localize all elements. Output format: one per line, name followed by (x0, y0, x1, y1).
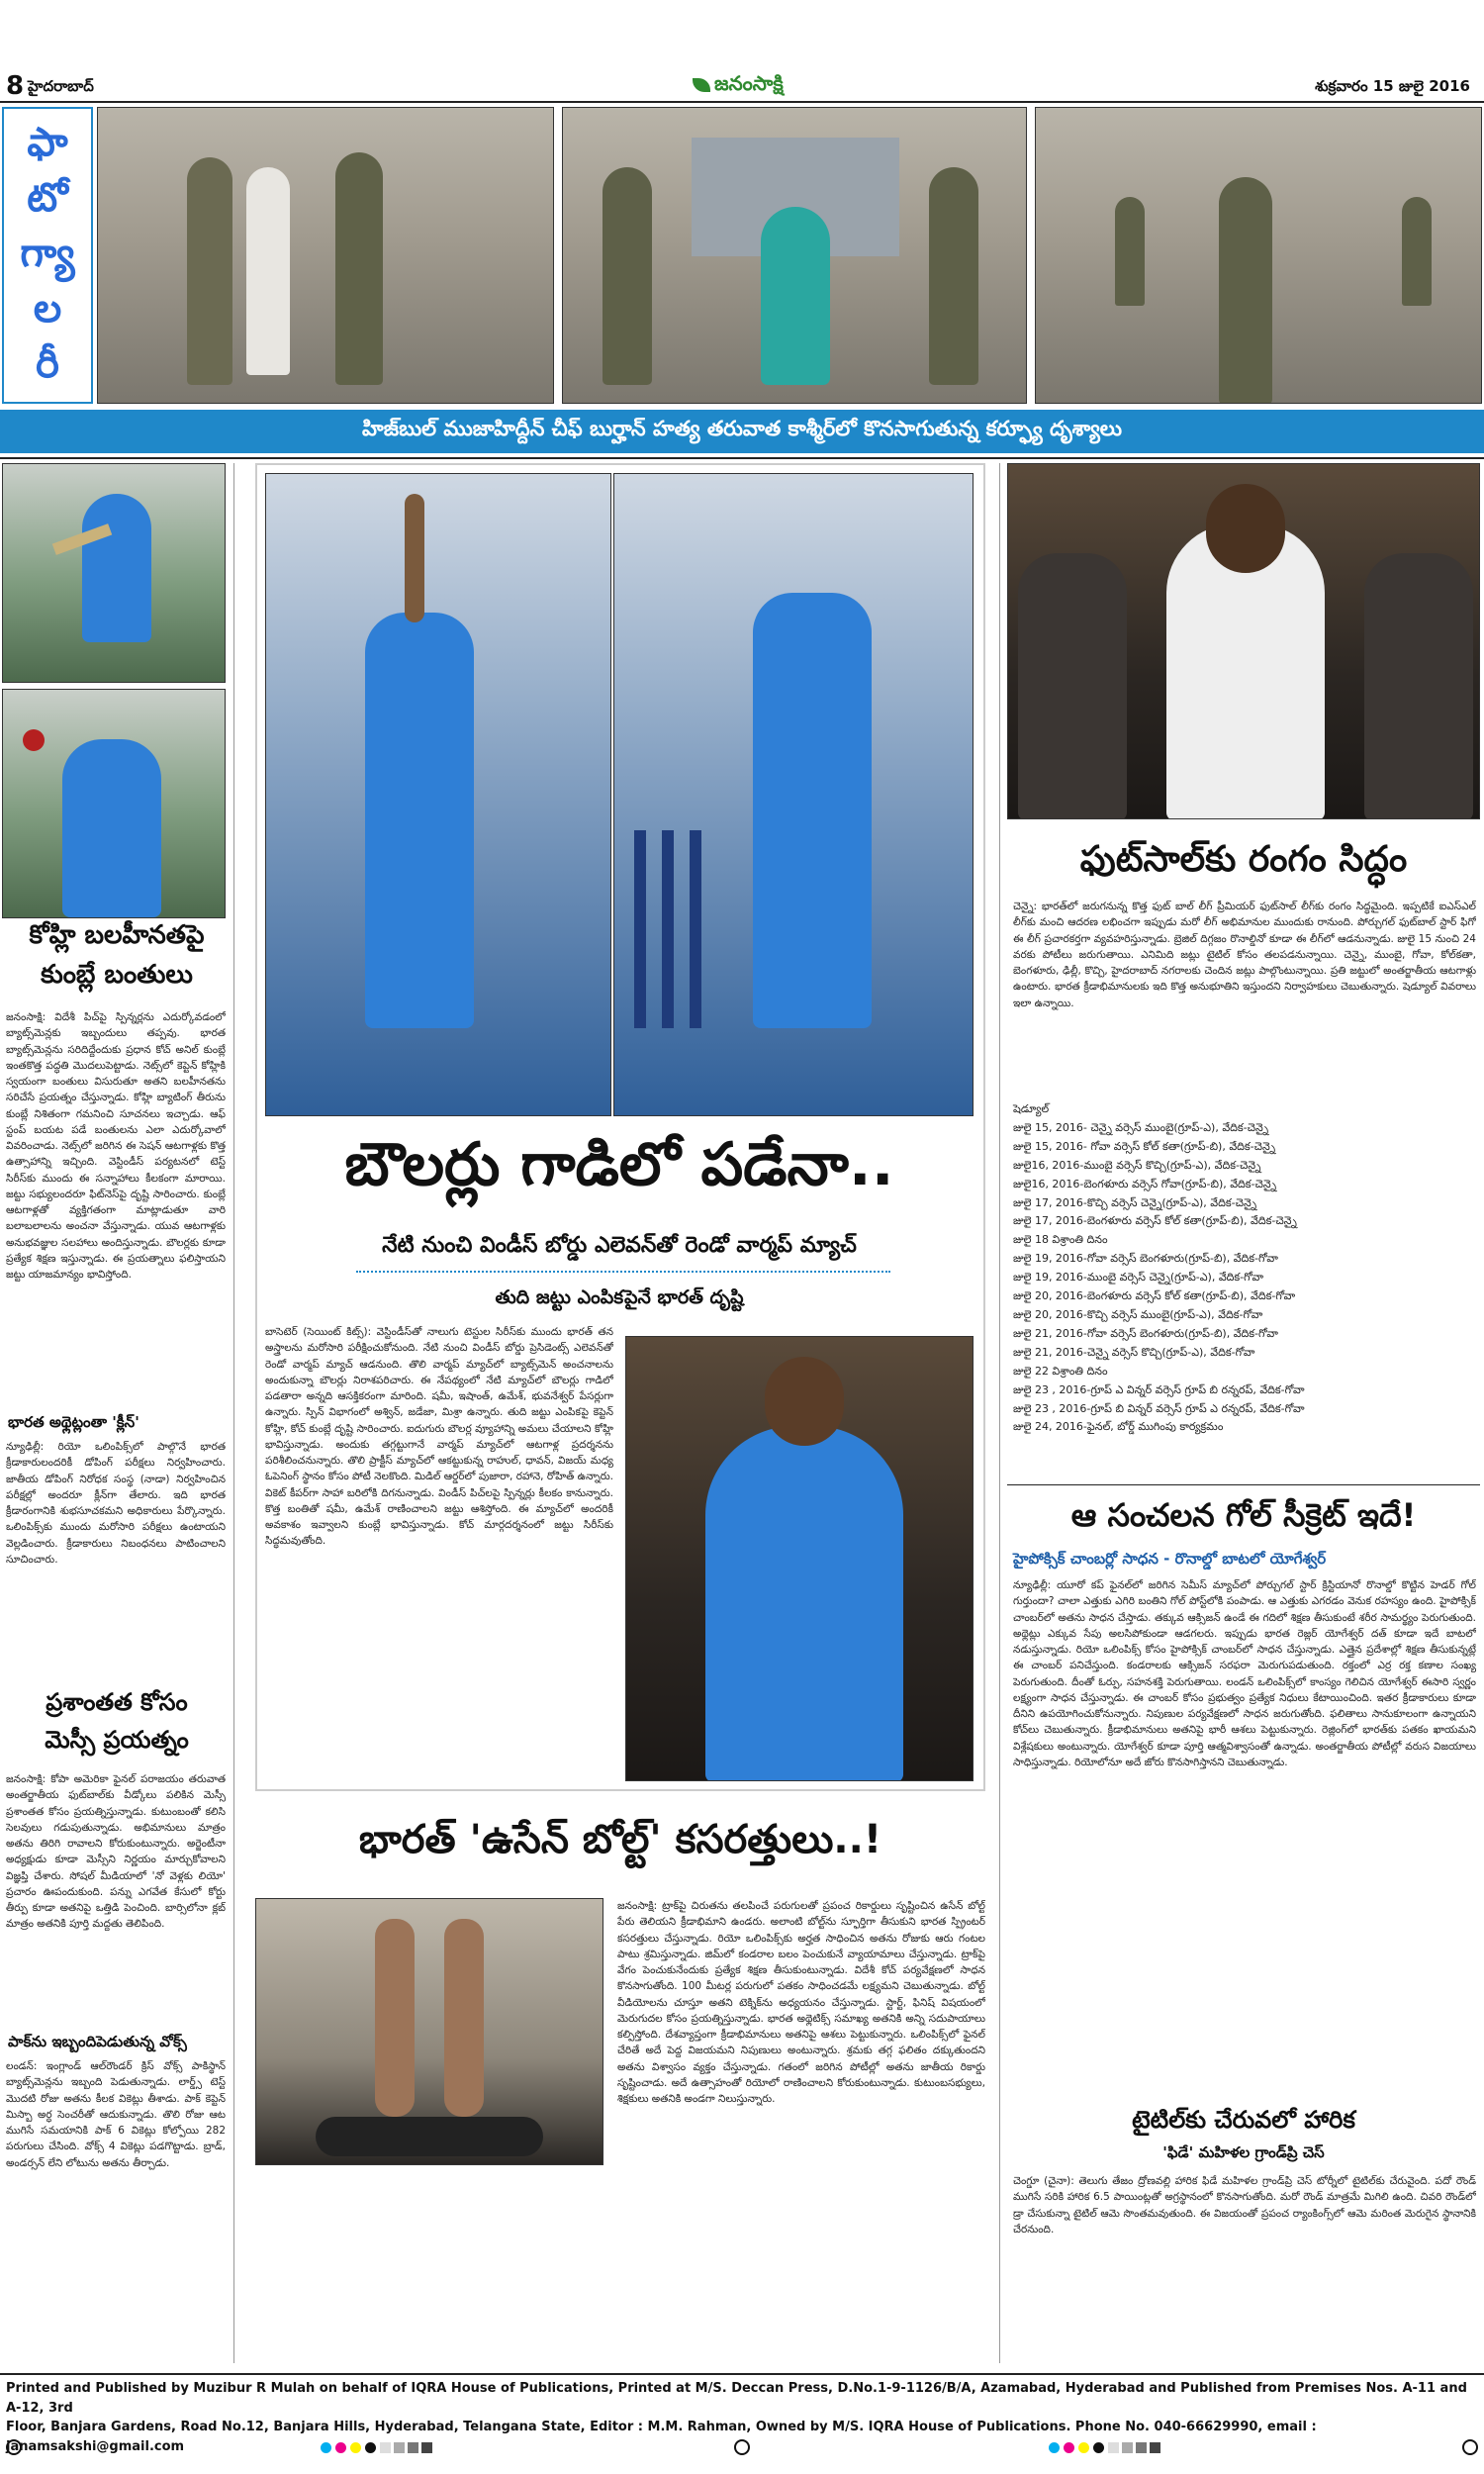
swatch-icon (1064, 2442, 1074, 2453)
messi-headline-line1: ప్రశాంతత కోసం (46, 1688, 188, 1716)
schedule-row: జులై 18 విశ్రాంతి దినం (1013, 1233, 1108, 1247)
bolt-headline: భారత్ 'ఉసేన్ బోల్ట్' కసరత్తులు..! (358, 1817, 882, 1862)
kohli-body: జనంసాక్షి: విదేశీ పిచ్‌పై స్పిన్నర్లను ఎదుర్కోవడంలో బ్యాట్స్‌మెన్లకు ఇబ్బందులు తప్పవు. భారత బ్యాట్స్‌మెన్లను సరిదిద్దేందుకు ప్రధాన కోచ్ అనిల్ కుంబ్లే ఇంతకొత్త పద్ధతి మొదలుపెట్టాడు. నెట్స్‌లో కెప్టెన్ కోహ్లికి స్వయంగా బంతులు విసురుతూ అతని బలహీనతను సరిచేసే ప్రయత్నం చేస్తున్నాడు. కోహ్లి బ్యాటింగ్ తీరును కుంబ్లే నిశితంగా గమనించి సూచనలు ఇచ్చాడు. ఆఫ్ స్టంప్ బయట పడే బంతులను ఎలా ఎదుర్కోవాలో వివరించాడు. నెట్స్‌లో జరిగిన ఈ సెషన్ ఆటగాళ్లకు కొత్త ఉత్సాహాన్ని ఇచ్చింది. వెస్టిండీస్ పర్యటనలో టెస్ట్ సిరీస్‌కు ముందు ఈ సన్నాహాలు కీలకంగా మారాయి. జట్టు సభ్యులందరూ ఫిట్‌నెస్‌పై దృష్టి సారించారు. కుంబ్లే ఆటగాళ్లతో వ్యక్తిగతంగా మాట్లాడుతూ వారి బలాబలాలను అంచనా వేస్తున్నాడు. యువ ఆటగాళ్లకు అనుభవజ్ఞుల సలహాలు అందిస్తున్నాడు. బౌలర్లకు కూడా ప్రత్యేక శిక్షణ ఇస్తున్నాడు. ఈ ప్రయత్నాలు ఫలిస్తాయని జట్టు యాజమాన్యం భావిస్తోంది. (6, 1011, 226, 1282)
dope-body: న్యూఢిల్లీ: రియో ఒలింపిక్స్‌లో పాల్గొనే భారత క్రీడాకారులందరికీ డోపింగ్ పరీక్షలు నిర్వహించారు. జాతీయ డోపింగ్ నిరోధక సంస్థ (నాడా) నిర్వహించిన పరీక్షల్లో అందరూ క్లీన్‌గా తేలారు. ఇది భారత క్రీడారంగానికి శుభసూచకమని అధికారులు పేర్కొన్నారు. ఒలింపిక్స్‌కు ముందు మరోసారి పరీక్షలు ఉంటాయని వెల్లడించారు. క్రీడాకారులు నిబంధనలు పాటించాలని సూచించారు. (6, 1441, 226, 1566)
registration-mark-icon (734, 2439, 750, 2455)
gallery-letter-4: ల (33, 286, 62, 332)
coach-figure (62, 739, 161, 917)
futsal-body: చెన్నై: భారత్‌లో జరుగనున్న కొత్త ఫుట్ బాల్ లీగ్ ప్రీమియర్ ఫుట్‌సాల్ లీగ్‌కు రంగం సిద్ధమైంది. ఇప్పటికే ఐఎస్‌ఎల్ లీగ్‌కు మంచి ఆదరణ లభించగా ఇప్పుడు మరో లీగ్ అభిమానుల ముందుకు రానుంది. పోర్చుగల్ ఫుట్‌బాల్ స్టార్ ఫిగో ఈ లీగ్ ప్రచారకర్తగా వ్యవహరిస్తున్నాడు. బ్రెజిల్ దిగ్గజం రొనాల్డినో కూడా ఈ లీగ్‌లో ఆడనున్నాడు. జులై 15 నుంచి 24 వరకు పోటీలు జరుగుతాయి. ఎనిమిది జట్లు టైటిల్ కోసం తలపడనున్నాయి. చెన్నై, ముంబై, గోవా, కోల్‌కతా, బెంగళూరు, ఢిల్లీ, కొచ్చి, హైదరాబాద్ నగరాలకు చెందిన జట్లు పాల్గొంటున్నాయి. ప్రతి జట్టులో అంతర్జాతీయ ఆటగాళ్లు ఉంటారు. భారత క్రీడాభిమానులకు ఇది కొత్త అనుభూతిని ఇస్తుందని నిర్వాహకులు చెబుతున్నారు. షెడ్యూల్ వివరాలు ఇలా ఉన్నాయి. (1013, 901, 1476, 1009)
swatch-icon (1093, 2442, 1104, 2453)
schedule-row: జులై 17, 2016-బెంగళూరు వర్సెస్ కోల్ కతా(గ్రూప్-బి), వేదిక-చెన్నై (1013, 1214, 1297, 1228)
gallery-letter-1: ఫా (27, 120, 68, 165)
ball-shape (23, 729, 45, 751)
futsal-schedule (1013, 1100, 1476, 1437)
soldier-figure (603, 167, 652, 385)
schedule-row: జులై 20, 2016-కొచ్చి వర్సెస్ ముంబై(గ్రూప్-ఎ), వేదిక-గోవా (1013, 1307, 1263, 1321)
imprint-line-2: Floor, Banjara Gardens, Road No.12, Banjara Hills, Hyderabad, Telangana State, Editor : M.M. Rahman, Owned by M/S. IQRA House of Publications. Phone No. 040-66629990, email : janamsakshi@gmail.com (6, 2420, 1317, 2454)
player-head (765, 1357, 844, 1446)
schedule-row: జులై 17, 2016-కొచ్చి వర్సెస్ చెన్నై(గ్రూప్-ఎ), వేదిక-చెన్నై (1013, 1195, 1257, 1209)
messi-headline-line2: మెస్సీ ప్రయత్నం (45, 1726, 189, 1754)
swatch-icon (350, 2442, 361, 2453)
tint-bar-icon (1122, 2442, 1133, 2453)
registration-mark-icon (1462, 2439, 1478, 2455)
bowlers-subhead: నేటి నుంచి విండీస్ బోర్డు ఎలెవన్‌తో రెండో వార్మప్ మ్యాచ్ (382, 1233, 857, 1258)
kohli-nets-photo (2, 463, 226, 683)
raised-arm (405, 494, 424, 622)
schedule-row: జులై 23 , 2016-గ్రూప్ బి విన్నర్ వర్సెస్ గ్రూప్ ఎ రన్నరప్, వేదిక-గోవా (1013, 1401, 1305, 1415)
schedule-row: జులై 15, 2016- గోవా వర్సెస్ కోల్ కతా(గ్రూప్-బి), వేదిక-చెన్నై (1013, 1139, 1276, 1153)
registration-mark-icon (6, 2439, 22, 2455)
schedule-row: జులై 20, 2016-బెంగళూరు వర్సెస్ కోల్ కతా(గ్రూప్-బి), వేదిక-గోవా (1013, 1289, 1296, 1303)
chess-headline: టైటిల్‌కు చేరువలో హారిక (1132, 2106, 1355, 2134)
weight-plate (316, 2117, 543, 2156)
bolt-body: జనంసాక్షి: ట్రాక్‌పై చిరుతను తలపించే పరుగులతో ప్రపంచ రికార్డులు సృష్టించిన ఉసేన్ బోల్ట్ పేరు తెలియని క్రీడాభిమాని ఉండరు. అలాంటి బోల్ట్‌ను స్ఫూర్తిగా తీసుకుని భారత స్ప్రింటర్ కసరత్తులు చేస్తున్నాడు. రియో ఒలింపిక్స్‌కు అర్హత సాధించిన అతను రోజుకు ఆరు గంటల పాటు శ్రమిస్తున్నాడు. జిమ్‌లో కండరాల బలం పెంచుకునే వ్యాయామాలు చేస్తున్నాడు. ట్రాక్‌పై వేగం పెంచుకునేందుకు ప్రత్యేక శిక్షణ తీసుకుంటున్నాడు. విదేశీ కోచ్ పర్యవేక్షణలో సాధన కొనసాగుతోంది. 100 మీటర్ల పరుగులో పతకం సాధించడమే లక్ష్యమని చెబుతున్నాడు. బోల్ట్ వీడియోలను చూస్తూ అతని టెక్నిక్‌ను అధ్యయనం చేస్తున్నాడు. స్టార్ట్, ఫినిష్ విషయంలో మెరుగుదల కోసం ప్రయత్నిస్తున్నాడు. భారత అథ్లెటిక్స్ సమాఖ్య అతనికి అన్ని సదుపాయాలు కల్పిస్తోంది. దేశవ్యాప్తంగా క్రీడాభిమానులు అతనిపై ఆశలు పెట్టుకున్నారు. ఒలింపిక్స్‌లో ఫైనల్ చేరితే అదే పెద్ద విజయమని నిపుణులు అంటున్నారు. శ్రమకు తగ్గ ఫలితం దక్కుతుందని అతను విశ్వాసం వ్యక్తం చేస్తున్నాడు. గతంలో జరిగిన పోటీల్లో అతను జాతీయ రికార్డు సృష్టించాడు. అదే ఉత్సాహంతో రియోలో రాణించాలని కోరుకుంటున్నాడు. కుటుంబసభ్యులు, శిక్షకులు అతనికి అండగా నిలుస్తున్నారు. (617, 1900, 985, 2106)
leaf-icon (693, 78, 710, 92)
bowler-figure (753, 593, 872, 1028)
bowlers-body: బాసెటెర్ (సెయింట్ కిట్స్): వెస్టిండీస్‌తో నాలుగు టెస్టుల సిరీస్‌కు ముందు భారత్ తన అస్త్రాలను మరోసారి పరీక్షించుకోనుంది. నేటి నుంచి విండీస్ బోర్డు ప్రెసిడెంట్స్ ఎలెవన్‌తో రెండో వార్మప్ మ్యాచ్ ఆడనుంది. తొలి వార్మప్ మ్యాచ్‌లో బ్యాట్స్‌మెన్ అంచనాలను అందుకున్నా బౌలర్లు నిరాశపరిచారు. ఈ నేపథ్యంలో నేటి మ్యాచ్‌లో బౌలర్లు గాడిలో పడతారా అన్నది ఆసక్తికరంగా మారింది. షమీ, ఇషాంత్, ఉమేశ్, భువనేశ్వర్ పేసర్లుగా ఉన్నారు. స్పిన్ విభాగంలో అశ్విన్, జడేజా, మిశ్రా ఉన్నారు. తుది జట్టు ఎంపికపై కెప్టెన్ కోహ్లి, కోచ్ కుంబ్లే దృష్టి సారించారు. ఐదుగురు బౌలర్ల వ్యూహాన్ని అమలు చేయాలని కోహ్లి భావిస్తున్నాడు. అందుకు తగ్గట్టుగానే వార్మప్ మ్యాచ్‌లో ఆటగాళ్ల ప్రదర్శనను పరిశీలించనున్నారు. తొలి ప్రాక్టీస్ మ్యాచ్‌లో ఆకట్టుకున్న రాహుల్, ధావన్, విజయ్ మధ్య ఓపెనింగ్ స్థానం కోసం పోటీ నెలకొంది. మిడిల్ ఆర్డర్‌లో పుజారా, రహానె, రోహిత్ ఉన్నారు. వికెట్ కీపర్‌గా సాహా బరిలోకి దిగనున్నాడు. విండీస్ పిచ్‌లపై స్పిన్నర్లు కీలకం కానున్నారు. కొత్త బంతితో షమీ, ఉమేశ్ రాణించాలని జట్టు ఆశిస్తోంది. ఈ మ్యాచ్‌లో అందరికీ అవకాశం ఇవ్వాలని కుంబ్లే భావిస్తున్నాడు. కోచ్ మార్గదర్శనంలో జట్టు సిరీస్‌కు సిద్ధమవుతోంది. (265, 1326, 613, 1548)
swatch-icon (365, 2442, 376, 2453)
color-registration-strip (0, 2436, 1484, 2458)
bowlers-kicker: తుది జట్టు ఎంపికపైనే భారత్ దృష్టి (495, 1286, 744, 1308)
vokes-headline: పాక్‌ను ఇబ్బందిపెడుతున్న వోక్స్ (8, 2033, 187, 2050)
page-number: 8 (6, 71, 25, 101)
paper-logo (693, 69, 784, 101)
crowd-figure (1018, 553, 1127, 819)
schedule-row: జులై 24, 2016-ఫైనల్, బోర్డ్ ముగింపు కార్యక్రమం (1013, 1420, 1224, 1434)
crowd-figure (1364, 553, 1473, 819)
scooter-rider-figure (761, 207, 830, 385)
umesh-photo (625, 1336, 974, 1781)
soldier-figure (1219, 177, 1272, 404)
gallery-rule (0, 457, 1484, 459)
player-head (1206, 484, 1285, 573)
masthead-city: హైదరాబాద్ (28, 77, 94, 95)
tint-bar-icon (394, 2442, 405, 2453)
gallery-photo-2 (562, 107, 1027, 404)
kumble-bowling-photo (2, 689, 226, 918)
vokes-body: లండన్: ఇంగ్లాండ్ ఆల్‌రౌండర్ క్రిస్ వోక్స్ పాకిస్థాన్ బ్యాట్స్‌మెన్లను ఇబ్బంది పెడుతున్నాడు. లార్డ్స్ టెస్ట్ మొదటి రోజు అతను కీలక వికెట్లు తీశాడు. పాక్ కెప్టెన్ మిస్బా అర్ధ సెంచరీతో ఆదుకున్నాడు. తొలి రోజు ఆట ముగిసే సమయానికి పాక్ 6 వికెట్లు కోల్పోయి 282 పరుగులు చేసింది. వోక్స్ 4 వికెట్లు పడగొట్టాడు. బ్రాడ్, అండర్సన్ లేని లోటును అతను తీర్చాడు. (6, 2060, 226, 2169)
tint-bar-icon (408, 2442, 418, 2453)
stumps-shape (634, 830, 703, 1028)
tint-bar-icon (1150, 2442, 1160, 2453)
schedule-row: జులై 22 విశ్రాంతి దినం (1013, 1364, 1108, 1378)
chess-body: చెంగ్డూ (చైనా): తెలుగు తేజం ద్రోణవల్లి హారిక ఫిడే మహిళల గ్రాండ్‌ప్రి చెస్ టోర్నీలో టైటిల్‌కు చేరువైంది. పదో రౌండ్ ముగిసే సరికి హారిక 6.5 పాయింట్లతో అగ్రస్థానంలో కొనసాగుతోంది. మరో రౌండ్ మాత్రమే మిగిలి ఉంది. చివరి రౌండ్‌లో డ్రా చేసుకున్నా టైటిల్ ఆమె సొంతమవుతుంది. ఈ విజయంతో ప్రపంచ ర్యాంకింగ్స్‌లో ఆమె మరింత మెరుగైన స్థానానికి చేరనుంది. (1013, 2175, 1476, 2236)
ronaldo-body: న్యూఢిల్లీ: యూరో కప్ ఫైనల్‌లో జరిగిన సెమీస్ మ్యాచ్‌లో పోర్చుగల్ స్టార్ క్రిస్టియానో రొనాల్డో కొట్టిన హెడర్ గోల్ గుర్తుందా? చాలా ఎత్తుకు ఎగిరి బంతిని గోల్ పోస్ట్‌లోకి పంపాడు. ఆ ఎత్తుకు ఎగరడం వెనుక రహస్యం ఉంది. హైపోక్సిక్ చాంబర్‌లో అతను సాధన చేస్తాడు. తక్కువ ఆక్సిజన్ ఉండే ఈ గదిలో శిక్షణ తీసుకుంటే శరీర సామర్థ్యం పెరుగుతుంది. అథ్లెట్లు ఎక్కువ సేపు అలసిపోకుండా ఆడగలరు. ఇప్పుడు భారత రెజ్లర్ యోగేశ్వర్ దత్ కూడా ఇదే బాటలో నడుస్తున్నాడు. రియో ఒలింపిక్స్ కోసం హైపోక్సిక్ చాంబర్‌లో సాధన చేస్తున్నాడు. ఎత్తైన ప్రదేశాల్లో శిక్షణ తీసుకున్నట్లే ఈ చాంబర్ పనిచేస్తుంది. కండరాలకు ఆక్సిజన్ సరఫరా మెరుగుపడుతుంది. రక్తంలో ఎర్ర రక్త కణాల సంఖ్య పెరుగుతుంది. దీంతో ఓర్పు, సహనశక్తి పెరుగుతాయి. లండన్ ఒలింపిక్స్‌లో కాంస్యం గెలిచిన యోగేశ్వర్ ఈసారి స్వర్ణం లక్ష్యంగా సాధన చేస్తున్నాడు. ఈ చాంబర్ కోసం ప్రభుత్వం ప్రత్యేక నిధులు కేటాయించింది. ఇతర క్రీడాకారులు కూడా దీనిని ఉపయోగించుకోనున్నారు. నిపుణుల పర్యవేక్షణలో సాధన జరుగుతోంది. ఫలితాలు సానుకూలంగా ఉన్నాయని కోచ్‌లు చెబుతున్నారు. క్రీడాభిమానులు అతనిపై భారీ ఆశలు పెట్టుకున్నారు. రెజ్లింగ్‌లో భారత్‌కు పతకం ఖాయమని విశ్లేషకులు అంటున్నారు. యోగేశ్వర్ కూడా పూర్తి ఆత్మవిశ్వాసంతో ఉన్నాడు. అంతర్జాతీయ పోటీల్లో వరుస విజయాలు సాధిస్తున్నాడు. రియోలోనూ అదే జోరు కొనసాగిస్తానని చెబుతున్నాడు. (1013, 1579, 1476, 1768)
color-swatches (1049, 2442, 1163, 2453)
kohli-headline-line1: కోహ్లి బలహీనతపై (29, 920, 205, 950)
tint-bar-icon (1136, 2442, 1147, 2453)
column-divider (999, 463, 1000, 2363)
player-figure (705, 1426, 903, 1781)
soldier-figure (1402, 197, 1432, 306)
schedule-row: షెడ్యూల్ (1013, 1102, 1050, 1115)
photo-gallery-label (2, 107, 93, 404)
masthead (0, 0, 1484, 101)
paper-name: జనంసాక్షి (714, 70, 784, 95)
dope-headline: భారత అథ్లెట్లంతా 'క్లీన్' (8, 1413, 139, 1431)
ronaldo-headline: ఆ సంచలన గోల్ సీక్రెట్ ఇదే! (1070, 1496, 1417, 1534)
schedule-row: జులై 21, 2016-గోవా వర్సెస్ బెంగళూరు(గ్రూప్-బి), వేదిక-గోవా (1013, 1326, 1278, 1340)
section-rule (1007, 1484, 1480, 1485)
imprint-line-1: Printed and Published by Muzibur R Mulah on behalf of IQRA House of Publications, Printed at M/S. Deccan Press, D.No.1-9-1126/B/A, Azamabad, Hyderabad and Published from Premises Nos. A-11 and A-12, 3rd (6, 2381, 1467, 2416)
messi-body: జనంసాక్షి: కోపా అమెరికా ఫైనల్ పరాజయం తరువాత అంతర్జాతీయ ఫుట్‌బాల్‌కు వీడ్కోలు పలికిన మెస్సీ ప్రశాంతత కోసం ప్రయత్నిస్తున్నాడు. కుటుంబంతో కలిసి సెలవులు గడుపుతున్నాడు. అభిమానులు మాత్రం అతను తిరిగి రావాలని కోరుకుంటున్నారు. అర్జెంటీనా అధ్యక్షుడు కూడా మెస్సీని నిర్ణయం మార్చుకోవాలని విజ్ఞప్తి చేశారు. సోషల్ మీడియాలో 'నో వెళ్లకు లియో' ప్రచారం ఊపందుకుంది. పన్ను ఎగవేత కేసులో కోర్టు తీర్పు కూడా అతనిపై ఒత్తిడి పెంచింది. బార్సిలోనా క్లబ్ మాత్రం అతనికి పూర్తి మద్దతు తెలిపింది. (6, 1773, 226, 1931)
soldier-figure (1115, 197, 1145, 306)
bhuvneshwar-photo (613, 473, 974, 1116)
footer-rule (0, 2373, 1484, 2375)
swatch-icon (321, 2442, 331, 2453)
bowlers-headline: బౌలర్లు గాడిలో పడేనా.. (344, 1130, 894, 1199)
legs-shape (444, 1919, 484, 2117)
schedule-row: జులై 19, 2016-గోవా వర్సెస్ బెంగళూరు(గ్రూప్-బి), వేదిక-గోవా (1013, 1252, 1278, 1266)
schedule-row: జులై 15, 2016- చెన్నై వర్సెస్ ముంబై(గ్రూప్-ఎ), వేదిక-చెన్నై (1013, 1120, 1269, 1134)
soldier-figure (335, 152, 383, 385)
column-divider (233, 463, 234, 2363)
gallery-caption: హిజ్‌బుల్ ముజాహిద్దీన్ చీఫ్ బుర్హాన్ హత్య తరువాత కాశ్మీర్‌లో కొనసాగుతున్న కర్ఫ్యూ దృశ్యాలు (0, 410, 1484, 453)
legs-shape (375, 1919, 415, 2117)
schedule-row: జులై 23 , 2016-గ్రూప్ ఎ విన్నర్ వర్సెస్ గ్రూప్ బి రన్నరప్, వేదిక-గోవా (1013, 1382, 1305, 1396)
schedule-row: జులై16, 2016-బెంగళూరు వర్సెస్ గోవా(గ్రూప్-బి), వేదిక-చెన్నై (1013, 1177, 1276, 1190)
tint-bar-icon (380, 2442, 391, 2453)
masthead-date: శుక్రవారం 15 జులై 2016 (1315, 77, 1470, 95)
ronaldo-subhead: హైపోక్సిక్ చాంబర్లో సాధన - రొనాల్డో బాటలో యోగేశ్వర్ (1013, 1550, 1327, 1568)
civilian-figure (246, 167, 290, 375)
masthead-rule (0, 101, 1484, 103)
chess-subhead: 'ఫిడే' మహిళల గ్రాండ్‌ప్రి చెస్ (1162, 2143, 1325, 2161)
kohli-headline-line2: కుంబ్లే బంతులు (41, 960, 193, 990)
gallery-letter-2: టో (27, 175, 68, 221)
gallery-photo-1 (97, 107, 554, 404)
soldier-figure (929, 167, 978, 385)
gallery-letter-3: గ్యా (20, 231, 75, 276)
ronaldinho-photo (1007, 463, 1480, 819)
gallery-letter-5: రీ (36, 341, 59, 387)
swatch-icon (335, 2442, 346, 2453)
color-swatches (321, 2442, 435, 2453)
soldier-figure (187, 157, 232, 385)
bowler-figure (365, 613, 474, 1028)
gym-photo (255, 1898, 603, 2165)
batsman-figure (82, 494, 151, 642)
schedule-row: జులై 19, 2016-ముంబై వర్సెస్ చెన్నై(గ్రూప్-ఎ), వేదిక-గోవా (1013, 1271, 1263, 1285)
tint-bar-icon (421, 2442, 432, 2453)
gallery-photo-3 (1035, 107, 1482, 404)
schedule-row: జులై 21, 2016-చెన్నై వర్సెస్ కొచ్చి(గ్రూప్-ఎ), వేదిక-గోవా (1013, 1345, 1255, 1359)
futsal-headline: ఫుట్‌సాల్‌కు రంగం సిద్ధం (1079, 839, 1408, 880)
schedule-row: జులై16, 2016-ముంబై వర్సెస్ కొచ్చి(గ్రూప్-ఎ), వేదిక-చెన్నై (1013, 1158, 1261, 1172)
swatch-icon (1049, 2442, 1060, 2453)
shami-photo (265, 473, 611, 1116)
tint-bar-icon (1108, 2442, 1119, 2453)
bowlers-subhead-rule (356, 1271, 890, 1273)
swatch-icon (1078, 2442, 1089, 2453)
